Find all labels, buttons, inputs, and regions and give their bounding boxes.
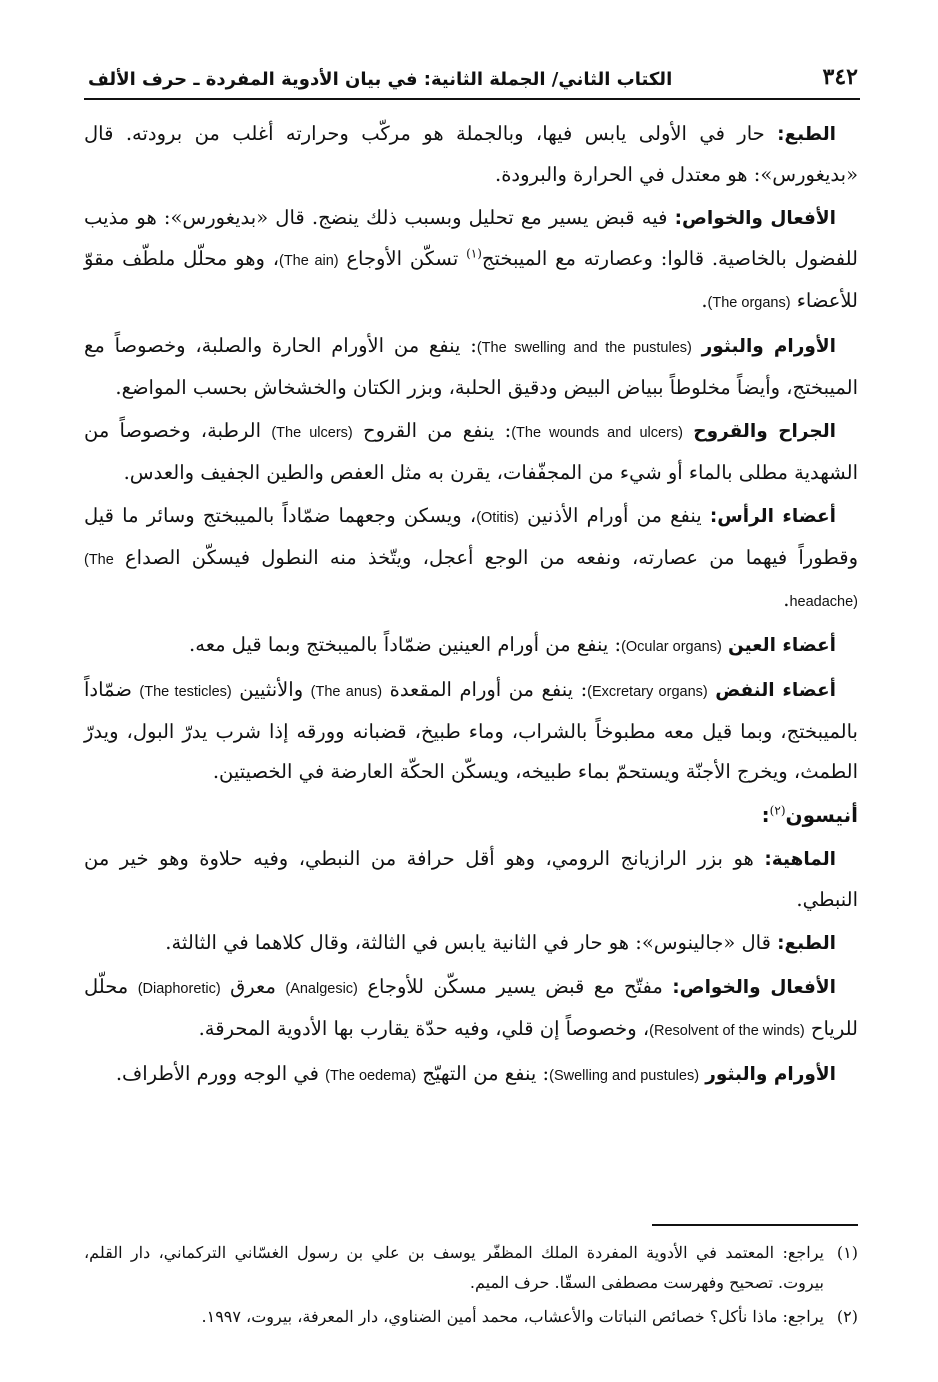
paragraph-text: حار في الأولى يابس فيها، وبالجملة هو مركّب وحرارته أغلب من برودته. قال «بديغورس»: هو معتدل في الحرارة والبرودة. <box>84 122 858 186</box>
paragraph-head-organs <box>84 496 858 622</box>
paragraph-text: محلّل للرياح <box>84 975 858 1040</box>
footnotes <box>84 1238 858 1336</box>
latin-term: (Diaphoretic) <box>137 981 221 997</box>
paragraph-heading: الأورام والبثور <box>705 1064 836 1085</box>
footnote-ref: (٢) <box>769 803 786 818</box>
paragraph-text: : ينفع من التهيّج <box>416 1062 550 1085</box>
latin-term: (Resolvent of the winds) <box>649 1023 805 1039</box>
footnote-rule <box>652 1224 858 1226</box>
latin-term: (Ocular organs) <box>621 639 722 655</box>
page-header <box>88 52 858 90</box>
paragraph-eye-organs <box>84 625 858 667</box>
latin-term: (The testicles) <box>139 684 232 700</box>
paragraph-heading: الجراح والقروح <box>693 421 837 442</box>
latin-term: (The oedema) <box>325 1068 417 1084</box>
main-text <box>84 114 858 1099</box>
entry-heading <box>84 795 858 836</box>
footnote-text: يراجع: ماذا نأكل؟ خصائص النباتات والأعشاب، محمد أمين الضناوي، دار المعرفة، بيروت، ١٩٩٧. <box>201 1307 824 1326</box>
paragraph-heading: الطبع: <box>777 124 836 145</box>
paragraph-nature-2 <box>84 923 858 964</box>
running-title: الكتاب الثاني/ الجملة الثانية: في بيان الأدوية المفردة ـ حرف الألف <box>88 69 673 90</box>
latin-term: (The headache) <box>84 552 858 610</box>
latin-term: (The swelling and the pustules) <box>476 340 692 356</box>
latin-term: (The ain) <box>279 253 339 269</box>
paragraph-heading: أعضاء الرأس: <box>709 506 836 527</box>
footnote <box>84 1238 858 1298</box>
footnote-number: (١) <box>836 1243 858 1262</box>
paragraph-excretory-organs <box>84 670 858 792</box>
paragraph-text: قال «جالينوس»: هو حار في الثانية يابس في الثالثة، وقال كلاهما في الثالثة. <box>165 931 778 954</box>
paragraph-text: هو بزر الرازيانج الرومي، وهو أقل حرافة من النبطي، وفيه حلاوة وهو خير من النبطي. <box>84 847 858 911</box>
paragraph-text: : ينفع من الأورام الحارة والصلبة، وخصوصاً مع الميبختج، وأيضاً مخلوطاً ببياض البيض ودقيق الحلبة، وبزر الكتان والخشخاش بحسب المواضع. <box>84 334 858 399</box>
paragraph-essence <box>84 839 858 920</box>
paragraph-text: والأنثيين <box>231 678 311 701</box>
footnote <box>84 1302 858 1332</box>
paragraph-heading: أعضاء العين <box>728 635 836 656</box>
latin-term: (Otitis) <box>476 510 519 526</box>
paragraph-actions-2 <box>84 967 858 1051</box>
latin-term: (The anus) <box>310 684 383 700</box>
paragraph-text: ، وهو محلّل ملطّف مقوّ للأعضاء <box>84 247 858 312</box>
latin-term: (Analgesic) <box>285 981 358 997</box>
paragraph-text: ، ويسكن وجعهما ضمّاداً بالميبختج وسائر ما قيل وقطوراً فيهما من عصارته، ونفعه من الوجع أعجل، ويتّخذ منه النطول فيسكّن الصداع <box>84 504 858 569</box>
footnote-text: يراجع: المعتمد في الأدوية المفردة الملك المظفّر يوسف بن علي بن رسول الغسّاني التركماني، دار القلم، بيروت. تصحيح وفهرست مصطفى السقّا. حرف الميم. <box>84 1243 825 1292</box>
entry-title: أنيسون <box>785 803 858 827</box>
paragraph-text: في الوجه وورم الأطراف. <box>115 1062 326 1085</box>
paragraph-swellings <box>84 326 858 408</box>
paragraph-text: ضمّاداً بالميبختج، وبما قيل معه مطبوخاً بالشراب، وماء طبيخ، قضبانه وورقه إذا شرب يدرّ البول، ويدرّ الطمث، ويخرج الأجنّة ويستحمّ بماء طبيخه، ويسكّن الحكّة العارضة في الخصيتين. <box>84 678 858 783</box>
paragraph-text: الرطبة، وخصوصاً من الشهدية مطلى بالماء أو شيء من المجفّفات، يقرن به مثل العفص والطين الجفيف والعدس. <box>84 419 858 484</box>
page-number: ٣٤٢ <box>822 64 858 90</box>
paragraph-text: فيه قبض يسير مع تحليل وبسبب ذلك ينضج. قال «بديغورس»: هو مذيب للفضول بالخاصية. قالوا: وعصارته مع الميبختج <box>84 206 858 270</box>
paragraph-text: مفتّح مع قبض يسير مسكّن للأوجاع <box>357 975 673 998</box>
paragraph-heading: الأفعال والخواص: <box>672 977 836 998</box>
paragraph-text: ، وخصوصاً إن قلي، وفيه حدّة يقارب بها الأدوية المحرقة. <box>198 1017 650 1040</box>
latin-term: (Excretary organs) <box>587 684 708 700</box>
paragraph-heading: الطبع: <box>777 933 836 954</box>
paragraph-heading: أعضاء النفض <box>715 680 837 701</box>
paragraph-heading: الأورام والبثور <box>701 336 836 357</box>
footnote-ref: (١) <box>466 246 482 261</box>
paragraph-heading: الماهية: <box>764 849 836 870</box>
header-rule <box>84 98 860 100</box>
latin-term: (The ulcers) <box>271 425 353 441</box>
paragraph-text: : ينفع من أورام العينين ضمّاداً بالميبختج وبما قيل معه. <box>189 633 622 656</box>
paragraph-text: . <box>783 588 790 611</box>
paragraph-text: معرق <box>220 975 286 998</box>
paragraph-text: . <box>701 289 708 312</box>
footnote-number: (٢) <box>836 1307 858 1326</box>
entry-colon: : <box>761 803 770 827</box>
paragraph-text: : ينفع من القروح <box>352 419 512 442</box>
paragraph-nature <box>84 114 858 195</box>
latin-term: (Swelling and pustules) <box>549 1068 700 1084</box>
paragraph-heading: الأفعال والخواص: <box>674 208 836 229</box>
paragraph-text: ينفع من أورام الأذنين <box>518 504 710 527</box>
latin-term: (The wounds and ulcers) <box>511 425 683 441</box>
paragraph-text: تسكّن الأوجاع <box>338 247 467 270</box>
paragraph-swellings-2 <box>84 1054 858 1096</box>
paragraph-text: : ينفع من أورام المقعدة <box>382 678 588 701</box>
paragraph-actions <box>84 198 858 323</box>
latin-term: (The organs) <box>707 295 791 311</box>
paragraph-wounds <box>84 411 858 493</box>
